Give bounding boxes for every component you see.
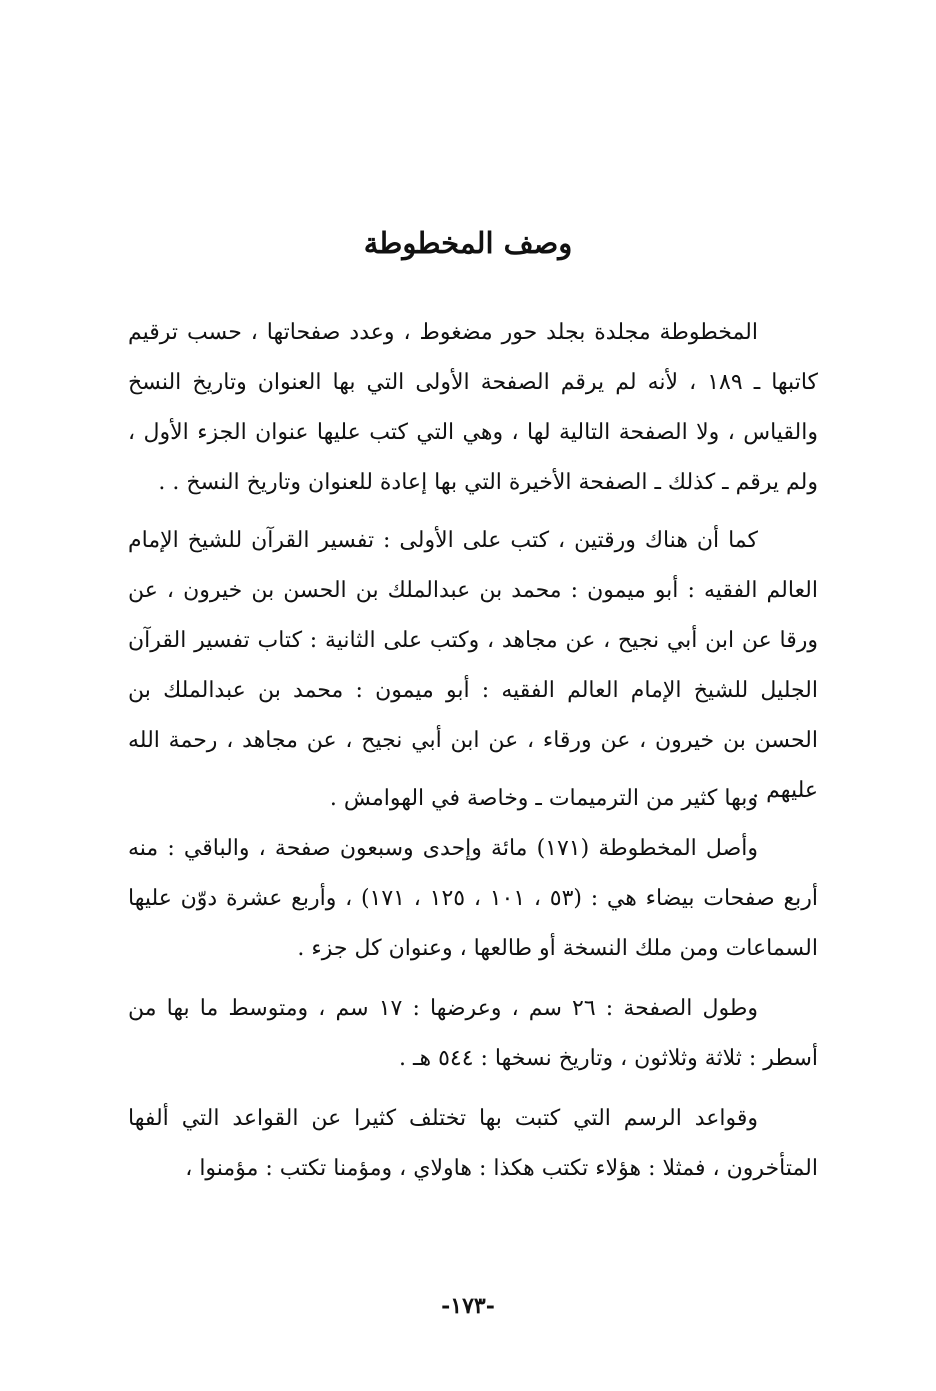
- paragraph-extra-leaves: كما أن هناك ورقتين ، كتب على الأولى : تفسير القرآن للشيخ الإمام العالم الفقيه : أبو ميمون : محمد بن عبدالملك بن الحسن بن خيرون ، عن ورقا عن ابن أبي نجيح ، عن مجاهد ، وكتب على الثانية : كتاب تفسير القرآن الجليل للشيخ الإمام العالم الفقيه : أبو ميمون : محمد بن عبدالملك بن الحسن بن خيرون ، عن ورقاء ، عن ابن أبي نجيح ، عن مجاهد ، رحمة الله عليهم .: [128, 528, 818, 803]
- page-number: -١٧٣-: [441, 1293, 495, 1319]
- section-title: وصف المخطوطة: [363, 226, 573, 260]
- paragraph-dimensions: وطول الصفحة : ٢٦ سم ، وعرضها : ١٧ سم ، ومتوسط ما بها من أسطر : ثلاثة وثلاثون ، وتاريخ نسخها : ٥٤٤ هـ .: [128, 996, 818, 1071]
- paragraph-page-count: وأصل المخطوطة (١٧١) مائة وإحدى وسبعون صفحة ، والباقي : منه أربع صفحات بيضاء هي : (٥٣ ، ١٠١ ، ١٢٥ ، ١٧١) ، وأربع عشرة دوّن عليها السماعات ومن ملك النسخة أو طالعها ، وعنوان كل جزء .: [128, 836, 819, 961]
- paragraph-orthography: وقواعد الرسم التي كتبت بها تختلف كثيرا عن القواعد التي ألفها المتأخرون ، فمثلا : هؤلاء تكتب هكذا : هاولاي ، ومؤمنا تكتب : مؤمنوا ،: [128, 1106, 818, 1181]
- paragraph-binding-description: المخطوطة مجلدة بجلد حور مضغوط ، وعدد صفحاتها ، حسب ترقيم كاتبها ـ ١٨٩ ، لأنه لم يرقم الصفحة الأولى التي بها العنوان وتاريخ النسخ والقياس ، ولا الصفحة التالية لها ، وهي التي كتب عليها عنوان الجزء الأول ، ولم يرقم ـ كذلك ـ الصفحة الأخيرة التي بها إعادة للعنوان وتاريخ النسخ . .: [128, 320, 818, 495]
- paragraph-restorations: وبها كثير من الترميمات ـ وخاصة في الهوامش .: [329, 786, 758, 811]
